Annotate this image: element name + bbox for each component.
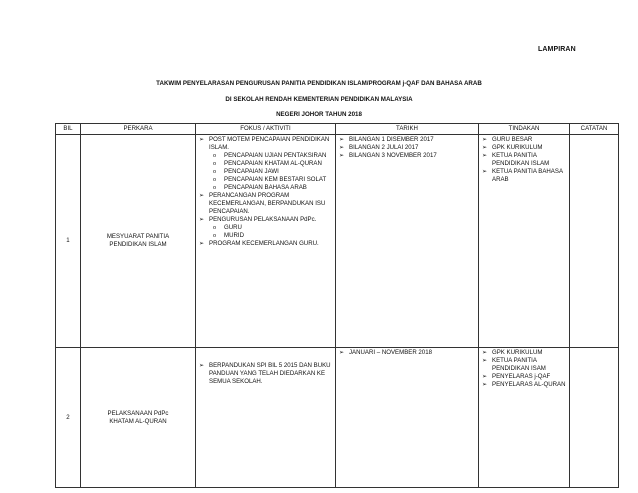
list-item: ➢ BILANGAN 1 DISEMBER 2017 — [339, 136, 475, 144]
cell-perkara — [81, 135, 196, 348]
cell-fokus — [196, 135, 336, 348]
list-subitem: o PENCAPAIAN UJIAN PENTAKSIRAN — [199, 152, 332, 160]
list-item: ➢ PENGURUSAN PELAKSANAAN PdPc. — [199, 216, 332, 224]
header-bil: BIL — [56, 124, 81, 135]
takwim-table — [55, 123, 619, 488]
cell-catatan — [570, 348, 619, 488]
list-item: ➢ GURU BESAR — [482, 136, 566, 144]
list-item: ➢ BILANGAN 3 NOVEMBER 2017 — [339, 152, 475, 160]
table-row — [56, 135, 619, 348]
list-subitem: o PENCAPAIAN BAHASA ARAB — [199, 184, 332, 192]
list-item: ➢ KETUA PANITIA PENDIDIKAN ISLAM — [482, 152, 566, 168]
table-header-row — [56, 124, 619, 135]
header-tarikh: TARIKH — [336, 124, 479, 135]
cell-fokus — [196, 348, 336, 488]
document-year-line: NEGERI JOHOR TAHUN 2018 — [276, 111, 362, 118]
cell-tarikh — [336, 348, 479, 488]
list-item: ➢ PENYELARAS j-QAF — [482, 373, 566, 381]
list-item: ➢ PROGRAM KECEMERLANGAN GURU. — [199, 240, 332, 248]
perkara-line: KHATAM AL-QURAN — [109, 417, 167, 425]
cell-bil: 1 — [56, 135, 81, 348]
tindakan-list — [482, 349, 566, 389]
tarikh-list — [339, 136, 475, 160]
perkara-line: PELAKSANAAN PdPc — [107, 409, 169, 417]
table-row — [56, 348, 619, 488]
header-catatan: CATATAN — [570, 124, 619, 135]
tindakan-list — [482, 136, 566, 184]
list-item: ➢ GPK KURIKULUM — [482, 349, 566, 357]
header-tindakan: TINDAKAN — [479, 124, 570, 135]
list-subitem: o MURID — [199, 232, 332, 240]
cell-catatan — [570, 135, 619, 348]
list-item: ➢ KETUA PANITIA BAHASA ARAB — [482, 168, 566, 184]
header-fokus: FOKUS / AKTIVITI — [196, 124, 336, 135]
cell-bil: 2 — [56, 348, 81, 488]
list-item: ➢ POST MOTEM PENCAPAIAN PENDIDIKAN ISLAM. — [199, 136, 332, 152]
lampiran-label: LAMPIRAN — [538, 46, 576, 53]
tarikh-list — [339, 349, 475, 357]
cell-perkara — [81, 348, 196, 488]
cell-tarikh — [336, 135, 479, 348]
cell-tindakan — [479, 348, 570, 488]
document-subtitle: DI SEKOLAH RENDAH KEMENTERIAN PENDIDIKAN MALAYSIA — [225, 96, 413, 103]
cell-tindakan — [479, 135, 570, 348]
list-subitem: o PENCAPAIAN KEM BESTARI SOLAT — [199, 176, 332, 184]
perkara-line: PENDIDIKAN ISLAM — [109, 241, 167, 248]
list-item: ➢ PERANCANGAN PROGRAM KECEMERLANGAN, BERPANDUKAN ISU PENCAPAIAN. — [199, 192, 332, 216]
list-item: ➢ GPK KURIKULUM — [482, 144, 566, 152]
list-item: ➢ JANUARI – NOVEMBER 2018 — [339, 349, 475, 357]
list-item: ➢ BERPANDUKAN SPI BIL 5 2015 DAN BUKU PANDUAN YANG TELAH DIEDARKAN KE SEMUA SEKOLAH. — [199, 362, 332, 386]
document-title: TAKWIM PENYELARASAN PENGURUSAN PANITIA PENDIDIKAN ISLAM/PROGRAM j-QAF DAN BAHASA ARAB — [156, 80, 482, 87]
list-subitem: o PENCAPAIAN JAWI — [199, 168, 332, 176]
fokus-list — [199, 136, 332, 248]
list-item: ➢ PENYELARAS AL-QURAN — [482, 381, 566, 389]
fokus-list — [199, 362, 332, 386]
list-subitem: o GURU — [199, 224, 332, 232]
header-perkara: PERKARA — [81, 124, 196, 135]
list-item: ➢ BILANGAN 2 JULAI 2017 — [339, 144, 475, 152]
perkara-line: MESYUARAT PANITIA — [106, 233, 170, 240]
list-subitem: o PENCAPAIAN KHATAM AL-QURAN — [199, 160, 332, 168]
list-item: ➢ KETUA PANITIA PENDIDIKAN ISAM — [482, 357, 566, 373]
